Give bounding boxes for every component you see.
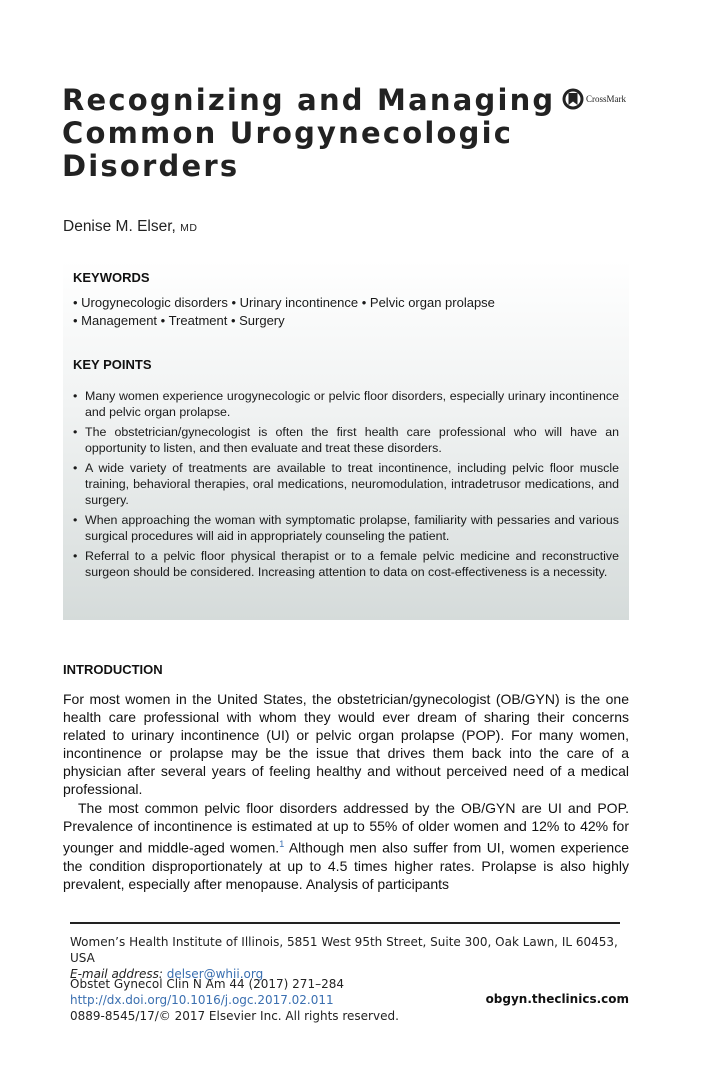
email-label: E-mail address: bbox=[70, 967, 163, 981]
reference-link-1[interactable]: 1 bbox=[279, 838, 285, 849]
keywords-keypoints-box bbox=[63, 260, 629, 620]
key-point-item: • Referral to a pelvic floor physical therapist or to a female pelvic medicine and reconstructive surgeon should be considered. Increasing attention to data on cost-effectiveness is a necessity. bbox=[73, 548, 619, 580]
footer-divider bbox=[70, 922, 620, 924]
email-link[interactable]: delser@whii.org bbox=[166, 967, 264, 981]
journal-citation: Obstet Gynecol Clin N Am 44 (2017) 271–284 bbox=[70, 977, 344, 991]
keywords-line-2: • Management • Treatment • Surgery bbox=[73, 313, 285, 328]
crossmark-label: CrossMark bbox=[586, 94, 626, 104]
key-point-item: • When approaching the woman with symptomatic prolapse, familiarity with pessaries and various surgical procedures will aid in appropriately counseling the patient. bbox=[73, 512, 619, 544]
doi-link[interactable]: http://dx.doi.org/10.1016/j.ogc.2017.02.011 bbox=[70, 993, 334, 1007]
key-point-item: • Many women experience urogynecologic or pelvic floor disorders, especially urinary incontinence and pelvic organ prolapse. bbox=[73, 388, 619, 420]
author-name: Denise M. Elser, bbox=[63, 218, 176, 235]
keywords-line-1: • Urogynecologic disorders • Urinary incontinence • Pelvic organ prolapse bbox=[73, 295, 495, 310]
key-points-heading: KEY POINTS bbox=[73, 357, 152, 372]
introduction-body bbox=[63, 690, 629, 893]
key-points-list bbox=[73, 388, 619, 580]
article-title bbox=[62, 83, 556, 183]
intro-paragraph-2: The most common pelvic floor disorders addressed by the OB/GYN are UI and POP. Prevalence of incontinence is estimated at up to 55% of older women and 12% to 42% for younger and middle-aged women.$^1$ Although men also suffer from UI, women experience the condition disproportionately at up to 4.5 times higher rates. Prolapse is also highly prevalent, especially after menopause. Analysis of participants bbox=[63, 799, 629, 892]
author-degree: MD bbox=[180, 222, 198, 234]
introduction-heading: INTRODUCTION bbox=[63, 662, 163, 677]
intro-paragraph-1: For most women in the United States, the obstetrician/gynecologist (OB/GYN) is the one health care professional with whom they would ever dream of sharing their concerns related to urinary incontinence (UI) or pelvic organ prolapse (POP). For many women, incontinence or prolapse may be the issue that drives them back into the care of a physician after several years of feeling healthy and without perceived need of a medical professional. bbox=[63, 691, 629, 798]
title-line-3: Disorders bbox=[62, 149, 240, 183]
author-line bbox=[63, 218, 198, 236]
crossmark-badge[interactable] bbox=[562, 88, 626, 110]
key-point-item: • A wide variety of treatments are available to treat incontinence, including pelvic floor muscle training, behavioral therapies, oral medications, neuromodulation, intradetrusor medications, and surgery. bbox=[73, 460, 619, 508]
title-line-2: Common Urogynecologic bbox=[62, 116, 514, 150]
keywords-list bbox=[73, 294, 619, 330]
journal-site[interactable]: obgyn.theclinics.com bbox=[485, 992, 629, 1006]
affiliation-block bbox=[70, 934, 630, 982]
title-line-1: Recognizing and Managing bbox=[62, 83, 556, 117]
keywords-heading: KEYWORDS bbox=[73, 270, 150, 285]
copyright-text: 0889-8545/17/© 2017 Elsevier Inc. All rights reserved. bbox=[70, 1009, 399, 1023]
key-point-item: • The obstetrician/gynecologist is often the first health care professional who will have an opportunity to listen, and then evaluate and treat these disorders. bbox=[73, 424, 619, 456]
crossmark-icon bbox=[562, 88, 584, 110]
affiliation-text: Women’s Health Institute of Illinois, 5851 West 95th Street, Suite 300, Oak Lawn, IL 60453, USA bbox=[70, 935, 618, 965]
